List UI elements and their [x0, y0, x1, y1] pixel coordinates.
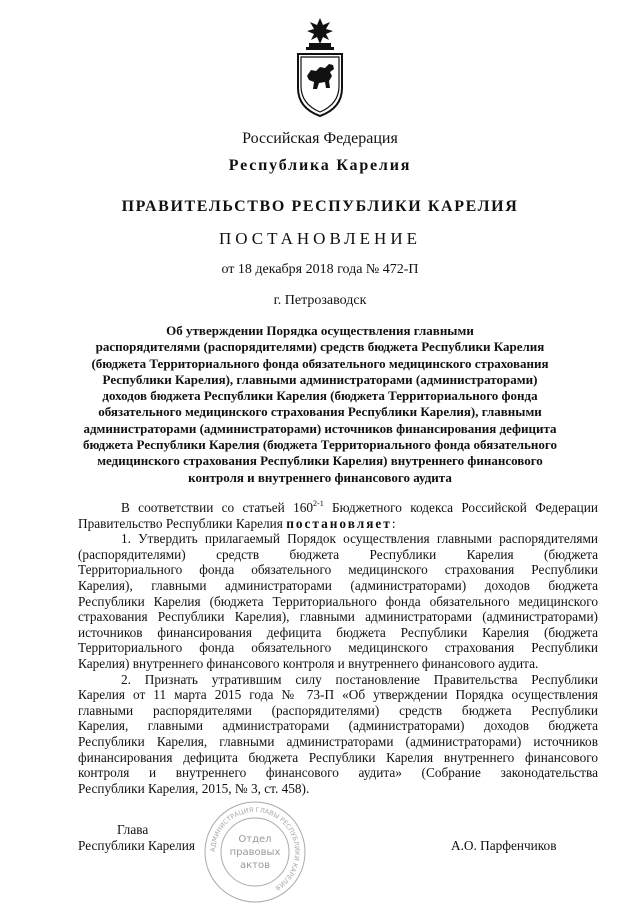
title-line: администраторами (администраторами) источников финансирования дефицита — [83, 420, 557, 436]
paragraph-1-line: Республики Карелия (бюджета Территориального фонда обязательного медицинского — [78, 593, 598, 609]
republic-heading: Республика Карелия — [228, 157, 412, 174]
preamble-text: Правительство Республики Карелия — [78, 515, 287, 531]
paragraph-2-line: главными распорядителями (распорядителями) средств бюджета Республики — [78, 702, 598, 718]
paragraph-2-line: Республики Карелия, 2015, № 3, ст. 458). — [78, 780, 310, 796]
paragraph-1-line: Территориального фонда обязательного медицинского страхования Республики — [78, 562, 598, 578]
paragraph-1-line: Карелия) внутреннего финансового контроля и внутреннего финансового аудита. — [78, 655, 539, 671]
preamble-text: : — [391, 515, 396, 531]
paragraph-2-line: Карелия, главными администраторами (администраторами) доходов бюджета — [78, 718, 598, 734]
preamble-text: В соответствии со статьей 160 — [121, 500, 314, 515]
paragraph-1-line: 1. Утвердить прилагаемый Порядок осуществления главными распорядителями — [121, 531, 598, 547]
preamble-line — [78, 500, 598, 516]
title-line: Об утверждении Порядка осуществления главными — [166, 323, 474, 338]
document-type-heading: ПОСТАНОВЛЕНИЕ — [218, 229, 421, 248]
document-city: г. Петрозаводск — [273, 293, 367, 308]
paragraph-1-line: Территориального фонда обязательного медицинского страхования Республики — [78, 640, 598, 656]
coat-of-arms-emblem — [292, 16, 348, 118]
stamp-line: Отдел — [238, 834, 272, 845]
title-line: медицинского страхования Республики Карелия) внутреннего финансового — [97, 453, 543, 469]
paragraph-1-line: (распорядителями) средств бюджета Республики Карелия (бюджета — [78, 546, 598, 562]
official-stamp — [203, 800, 307, 904]
document-title — [80, 323, 560, 486]
stamp-ring-text-path: АДМИНИСТРАЦИЯ ГЛАВЫ РЕСПУБЛИКИ КАРЕЛИЯ — [208, 805, 302, 892]
preamble-text: Бюджетного кодекса Российской Федерации — [323, 500, 598, 515]
signatory-title: Глава — [117, 822, 149, 837]
paragraph-2-line: Карелия от 11 марта 2015 года № 73-П «Об утверждении Порядка осуществления — [78, 687, 598, 703]
signatory-name: А.О. Парфенчиков — [451, 838, 557, 853]
paragraph-2-line: 2. Признать утратившим силу постановление Правительства Республики — [121, 671, 598, 687]
paragraph-1-line: страхования Республики Карелия), главными администраторами (администраторами) — [78, 609, 598, 625]
article-superscript: 2-1 — [313, 499, 324, 508]
signatory-subtitle: Республики Карелия — [78, 838, 196, 853]
government-heading: ПРАВИТЕЛЬСТВО РЕСПУБЛИКИ КАРЕЛИЯ — [121, 198, 519, 215]
paragraph-2-line: контроля и внутреннего финансового аудита» (Собрание законодательства — [78, 765, 598, 781]
document-date-number: от 18 декабря 2018 года № 472-П — [221, 262, 419, 277]
title-line: обязательного медицинского страхования Республики Карелия), главными — [98, 404, 542, 420]
title-line: доходов бюджета Республики Карелия (бюджета Территориального фонда — [102, 388, 538, 404]
document-body — [78, 500, 598, 796]
paragraph-1-line: Карелия), главными администраторами (администраторами) доходов бюджета — [78, 577, 598, 593]
resolves-keyword: постановляет — [286, 515, 392, 531]
title-line: контроля и внутреннего финансового аудита — [188, 469, 452, 485]
title-line: (бюджета Территориального фонда обязательного медицинского страхования — [91, 355, 549, 371]
preamble-line — [78, 516, 598, 532]
title-line: бюджета Республики Карелия (бюджета Территориального фонда обязательного — [82, 437, 558, 453]
stamp-line: правовых — [229, 847, 281, 858]
title-line: Республики Карелия), главными администраторами (администраторами) — [102, 371, 538, 387]
paragraph-2-line: финансирования дефицита бюджета Республики Карелия внутреннего финансового — [78, 749, 598, 765]
paragraph-1-line: источников финансирования дефицита бюджета Республики Карелия (бюджета — [78, 624, 598, 640]
stamp-line: актов — [239, 860, 271, 871]
paragraph-2-line: Республики Карелия, главными администраторами (администраторами) источников — [78, 733, 598, 749]
country-heading: Российская Федерация — [242, 130, 398, 147]
title-line: распорядителями (распорядителями) средств бюджета Республики Карелия — [95, 339, 545, 355]
